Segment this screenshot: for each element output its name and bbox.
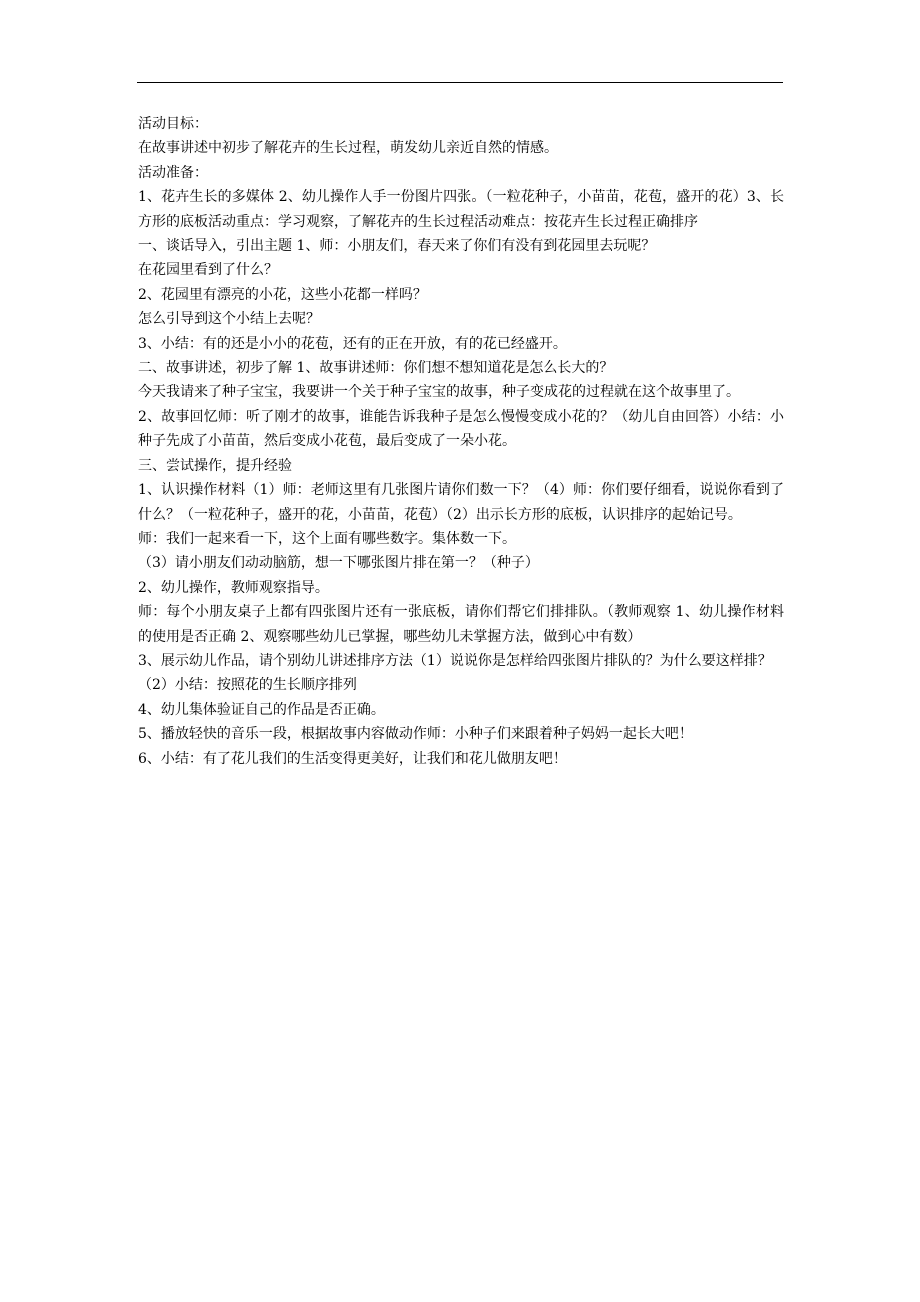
paragraph: （2）小结：按照花的生长顺序排列 xyxy=(138,677,357,694)
paragraph: 6、小结：有了花儿我们的生活变得更美好，让我们和花儿做朋友吧！ xyxy=(138,750,567,767)
paragraph: 活动准备： xyxy=(138,164,208,181)
paragraph: 怎么引导到这个小结上去呢？ xyxy=(138,311,320,328)
paragraph: 师：我们一起来看一下，这个上面有哪些数字。集体数一下。 xyxy=(138,530,516,547)
paragraph: 在花园里看到了什么？ xyxy=(138,262,278,279)
paragraph: 师：每个小朋友桌子上都有四张图片还有一张底板，请你们帮它们排排队。（教师观察 1、幼儿操作材料的使用是否正确 2、观察哪些幼儿已掌握，哪些幼儿未掌握方法，做到心中有数） xyxy=(138,604,784,645)
header-rule xyxy=(137,82,783,83)
paragraph: 3、小结：有的还是小小的花苞，还有的正在开放，有的花已经盛开。 xyxy=(138,335,567,352)
paragraph: 5、播放轻快的音乐一段，根据故事内容做动作师：小种子们来跟着种子妈妈一起长大吧！ xyxy=(138,726,693,743)
paragraph: 二、故事讲述，初步了解 1、故事讲述师：你们想不想知道花是怎么长大的？ xyxy=(138,360,614,377)
paragraph: 4、幼儿集体验证自己的作品是否正确。 xyxy=(138,701,385,718)
paragraph: 在故事讲述中初步了解花卉的生长过程，萌发幼儿亲近自然的情感。 xyxy=(138,140,558,157)
paragraph: 1、花卉生长的多媒体 2、幼儿操作人手一份图片四张。（一粒花种子，小苗苗，花苞，盛开的花）3、长方形的底板活动重点：学习观察，了解花卉的生长过程活动难点：按花卉生长过程正确排序 xyxy=(138,189,784,230)
paragraph: 一、谈话导入，引出主题 1、师：小朋友们，春天来了你们有没有到花园里去玩呢？ xyxy=(138,238,656,255)
paragraph: 今天我请来了种子宝宝，我要讲一个关于种子宝宝的故事，种子变成花的过程就在这个故事里了。 xyxy=(138,384,740,401)
paragraph: 2、花园里有漂亮的小花，这些小花都一样吗？ xyxy=(138,286,427,303)
paragraph: （3）请小朋友们动动脑筋，想一下哪张图片排在第一？（种子） xyxy=(138,555,539,572)
paragraph: 3、展示幼儿作品，请个别幼儿讲述排序方法（1）说说你是怎样给四张图片排队的？为什么要这样排？ xyxy=(138,652,772,669)
paragraph: 2、幼儿操作，教师观察指导。 xyxy=(138,579,329,596)
paragraph: 三、尝试操作，提升经验 xyxy=(138,457,292,474)
paragraph: 1、认识操作材料（1）师：老师这里有几张图片请你们数一下？（4）师：你们要仔细看，说说你看到了什么？（一粒花种子，盛开的花，小苗苗，花苞）（2）出示长方形的底板，认识排序的起始记号。 xyxy=(138,482,784,523)
paragraph: 2、故事回忆师：听了刚才的故事，谁能告诉我种子是怎么慢慢变成小花的？（幼儿自由回答）小结：小种子先成了小苗苗，然后变成小花苞，最后变成了一朵小花。 xyxy=(138,408,784,450)
paragraph: 活动目标： xyxy=(138,116,208,132)
document-body xyxy=(138,112,784,771)
